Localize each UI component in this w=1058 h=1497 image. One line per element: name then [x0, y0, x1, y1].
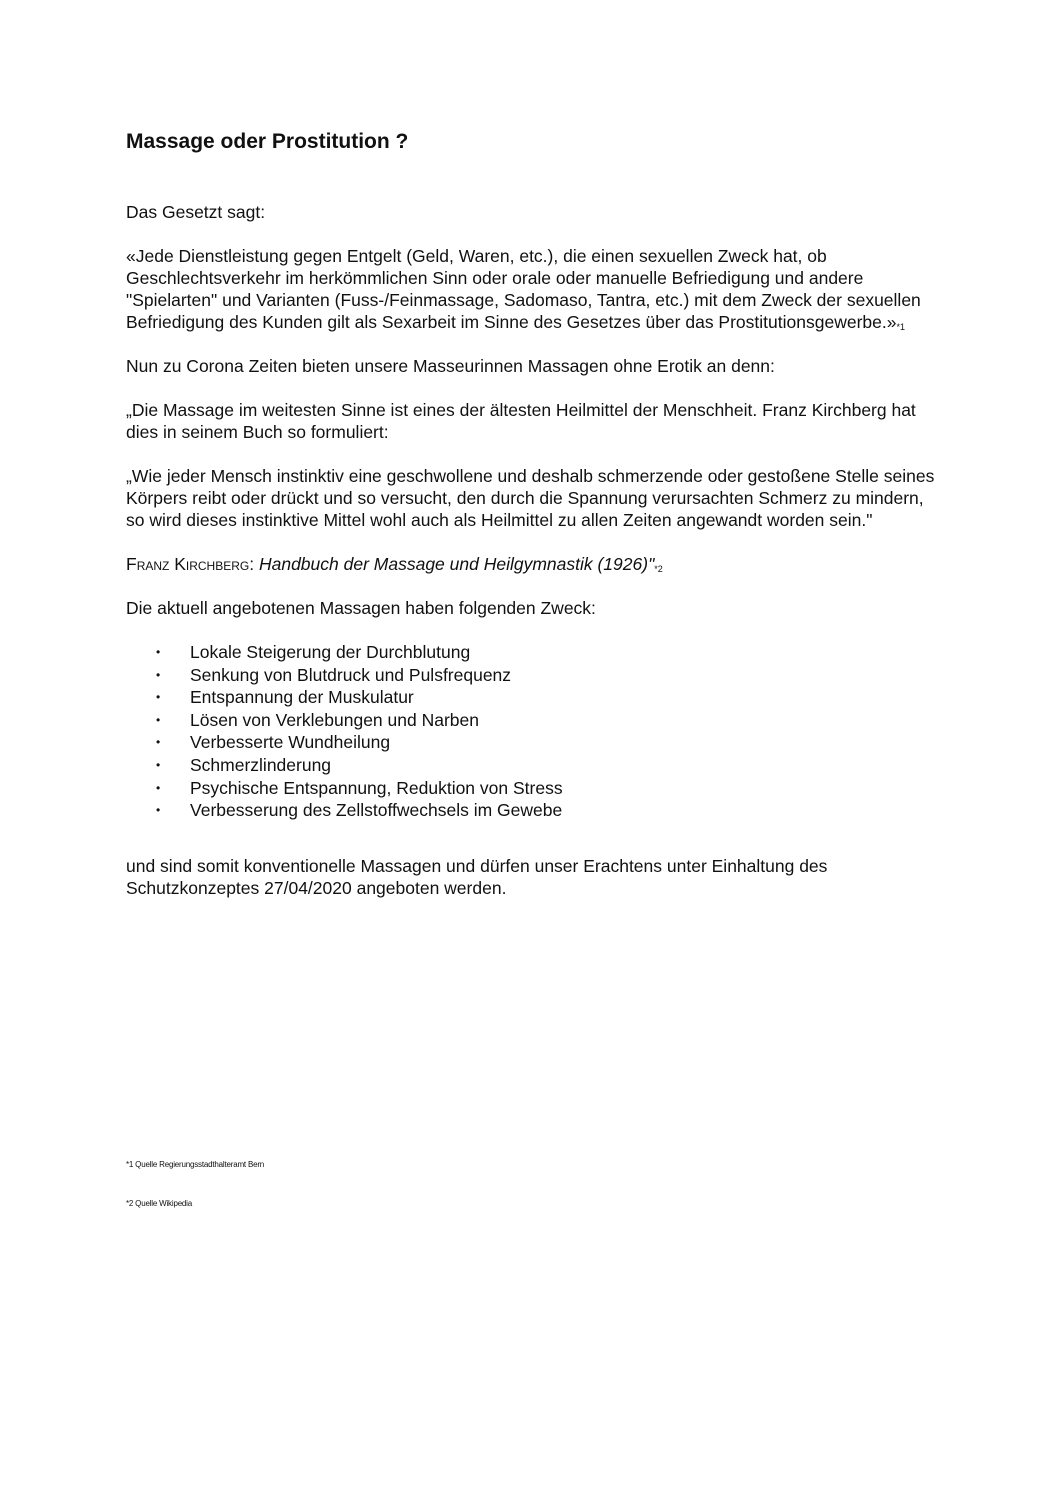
bullet-icon: •: [156, 757, 161, 772]
citation-separator: :: [249, 554, 259, 574]
list-item: • Lösen von Verklebungen und Narben: [156, 709, 479, 730]
purpose-list: [126, 641, 946, 822]
law-quote: [126, 245, 946, 333]
list-item: • Verbesserung des Zellstoffwechsels im Gewebe: [156, 800, 563, 821]
footnote-1: *1 Quelle Regierungsstadthalteramt Bern: [126, 1160, 265, 1169]
document-title: Massage oder Prostitution ?: [126, 130, 409, 153]
footnote-ref-1: *1: [896, 322, 905, 332]
intro-text: Das Gesetzt sagt:: [126, 202, 266, 222]
law-quote-text: «Jede Dienstleistung gegen Entgelt (Geld, Waren, etc.), die einen sexuellen Zweck hat, ob Geschlechtsverkehr im herkömmlichen Sinn oder orale oder manuelle Befriedigung und andere "Spielarten" und Varianten (Fuss-/Feinmassage, Sadomaso, Tantra, etc.) mit dem Zweck der sexuellen Befriedigung des Kunden gilt als Sexarbeit im Sinne des Gesetzes über das Prostitutionsgewerbe.»: [126, 246, 921, 332]
list-item: • Psychische Entspannung, Reduktion von Stress: [156, 777, 563, 798]
massage-quote: „Die Massage im weitesten Sinne ist eines der ältesten Heilmittel der Menschheit. Franz Kirchberg hat dies in seinem Buch so formuliert:: [126, 400, 916, 442]
list-item: • Lokale Steigerung der Durchblutung: [156, 642, 471, 662]
document-body: [126, 128, 946, 921]
citation: [126, 553, 946, 575]
corona-text: Nun zu Corona Zeiten bieten unsere Masseurinnen Massagen ohne Erotik an denn:: [126, 356, 775, 376]
bullet-icon: •: [156, 667, 161, 682]
list-item: • Senkung von Blutdruck und Pulsfrequenz: [156, 664, 512, 685]
bullet-icon: •: [156, 780, 161, 795]
purpose-intro: Die aktuell angebotenen Massagen haben folgenden Zweck:: [126, 598, 596, 618]
citation-work: Handbuch der Massage und Heilgymnastik (1926)": [258, 554, 655, 574]
bullet-icon: •: [156, 735, 161, 750]
footnotes: [126, 1160, 264, 1238]
list-item: • Entspannung der Muskulatur: [156, 687, 414, 708]
kirchberg-quote: „Wie jeder Mensch instinktiv eine geschwollene und deshalb schmerzende oder gestoßene Stelle seines Körpers reibt oder drückt und so versucht, den durch die Spannung verursachten Schmerz zu mindern, so wird dieses instinktive Mittel wohl auch als Heilmittel zu allen Zeiten angewandt worden sein.": [126, 466, 935, 530]
footnote-ref-2: *2: [654, 564, 663, 574]
list-item: • Schmerzlinderung: [156, 754, 332, 775]
citation-author: Franz Kirchberg: [126, 554, 250, 574]
conclusion-text: und sind somit konventionelle Massagen und dürfen unser Erachtens unter Einhaltung des Schutzkonzeptes 27/04/2020 angeboten werden.: [126, 855, 828, 898]
bullet-icon: •: [156, 803, 161, 818]
bullet-icon: •: [156, 712, 161, 727]
list-item: • Verbesserte Wundheilung: [156, 732, 391, 753]
footnote-2: *2 Quelle Wikipedia: [126, 1199, 193, 1208]
bullet-icon: •: [156, 690, 161, 705]
bullet-icon: •: [156, 645, 161, 659]
